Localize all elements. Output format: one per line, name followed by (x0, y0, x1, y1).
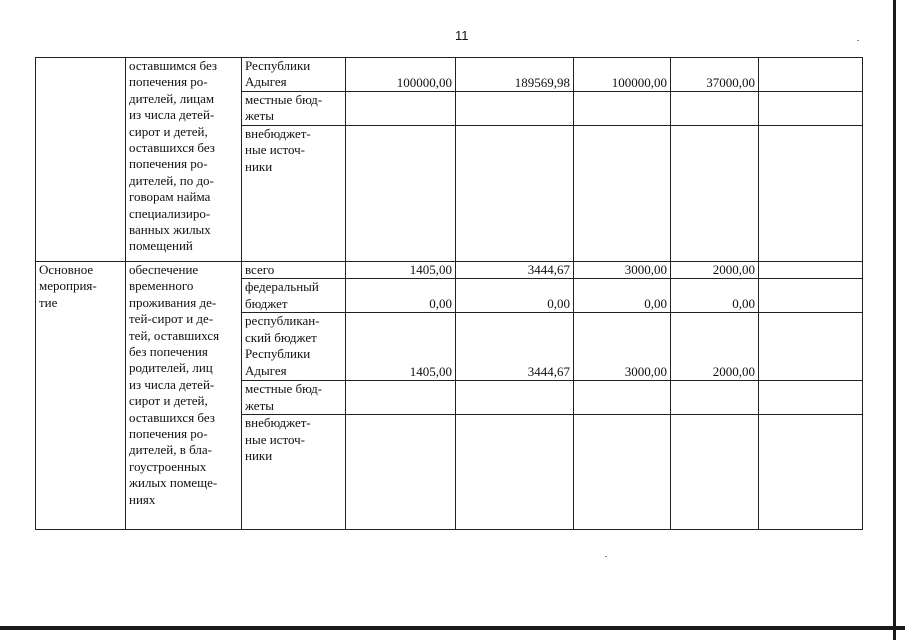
value-cell: 37000,00 (671, 58, 759, 92)
funding-source-cell: местные бюд- жеты (242, 92, 346, 126)
value-cell (671, 92, 759, 126)
funding-source-cell: федеральный бюджет (242, 279, 346, 313)
value-cell (456, 415, 574, 530)
value-cell (759, 381, 863, 415)
funding-source-cell: всего (242, 262, 346, 279)
funding-source-cell: внебюджет- ные источ- ники (242, 126, 346, 262)
value-cell (759, 92, 863, 126)
value-cell (346, 381, 456, 415)
scan-speck (605, 556, 607, 557)
scan-edge-bottom (0, 626, 905, 630)
value-cell: 2000,00 (671, 262, 759, 279)
value-cell (346, 415, 456, 530)
value-cell (456, 381, 574, 415)
activity-name-cell: Основное мероприя- тие (36, 262, 126, 530)
value-cell (671, 126, 759, 262)
value-cell: 0,00 (574, 279, 671, 313)
value-cell: 3444,67 (456, 313, 574, 381)
value-cell: 189569,98 (456, 58, 574, 92)
value-cell (671, 381, 759, 415)
value-cell (574, 415, 671, 530)
value-cell: 3444,67 (456, 262, 574, 279)
value-cell: 100000,00 (346, 58, 456, 92)
value-cell: 2000,00 (671, 313, 759, 381)
funding-source-cell: республикан- ский бюджет Республики Адыгея (242, 313, 346, 381)
value-cell (759, 415, 863, 530)
value-cell (759, 262, 863, 279)
funding-source-cell: местные бюд- жеты (242, 381, 346, 415)
value-cell (574, 92, 671, 126)
page-number: 11 (455, 28, 469, 43)
value-cell: 3000,00 (574, 313, 671, 381)
activity-name-cell (36, 58, 126, 262)
table-row (36, 262, 863, 279)
budget-table (35, 57, 863, 530)
value-cell (759, 279, 863, 313)
value-cell (671, 415, 759, 530)
value-cell (759, 58, 863, 92)
value-cell (346, 92, 456, 126)
value-cell: 1405,00 (346, 262, 456, 279)
scan-speck (857, 40, 859, 41)
value-cell: 0,00 (456, 279, 574, 313)
scan-edge-right (893, 0, 896, 640)
activity-description-cell: обеспечение временного проживания де- тей-сирот и де- тей, оставшихся без попечения родителей, лиц из числа детей- сирот и детей, оставшихся без попечения ро- дителей, в бла- гоустроенных жилых помеще- ниях (126, 262, 242, 530)
value-cell (456, 126, 574, 262)
value-cell: 0,00 (671, 279, 759, 313)
value-cell (574, 381, 671, 415)
activity-description-cell: оставшимся без попечения ро- дителей, лицам из числа детей- сирот и детей, оставшихся без попечения ро- дителей, по до- говорам найма специализиро- ванных жилых помещений (126, 58, 242, 262)
value-cell: 100000,00 (574, 58, 671, 92)
value-cell: 1405,00 (346, 313, 456, 381)
value-cell: 0,00 (346, 279, 456, 313)
value-cell (456, 92, 574, 126)
value-cell: 3000,00 (574, 262, 671, 279)
value-cell (346, 126, 456, 262)
table-row (36, 58, 863, 92)
funding-source-cell: внебюджет- ные источ- ники (242, 415, 346, 530)
value-cell (574, 126, 671, 262)
value-cell (759, 126, 863, 262)
funding-source-cell: Республики Адыгея (242, 58, 346, 92)
value-cell (759, 313, 863, 381)
